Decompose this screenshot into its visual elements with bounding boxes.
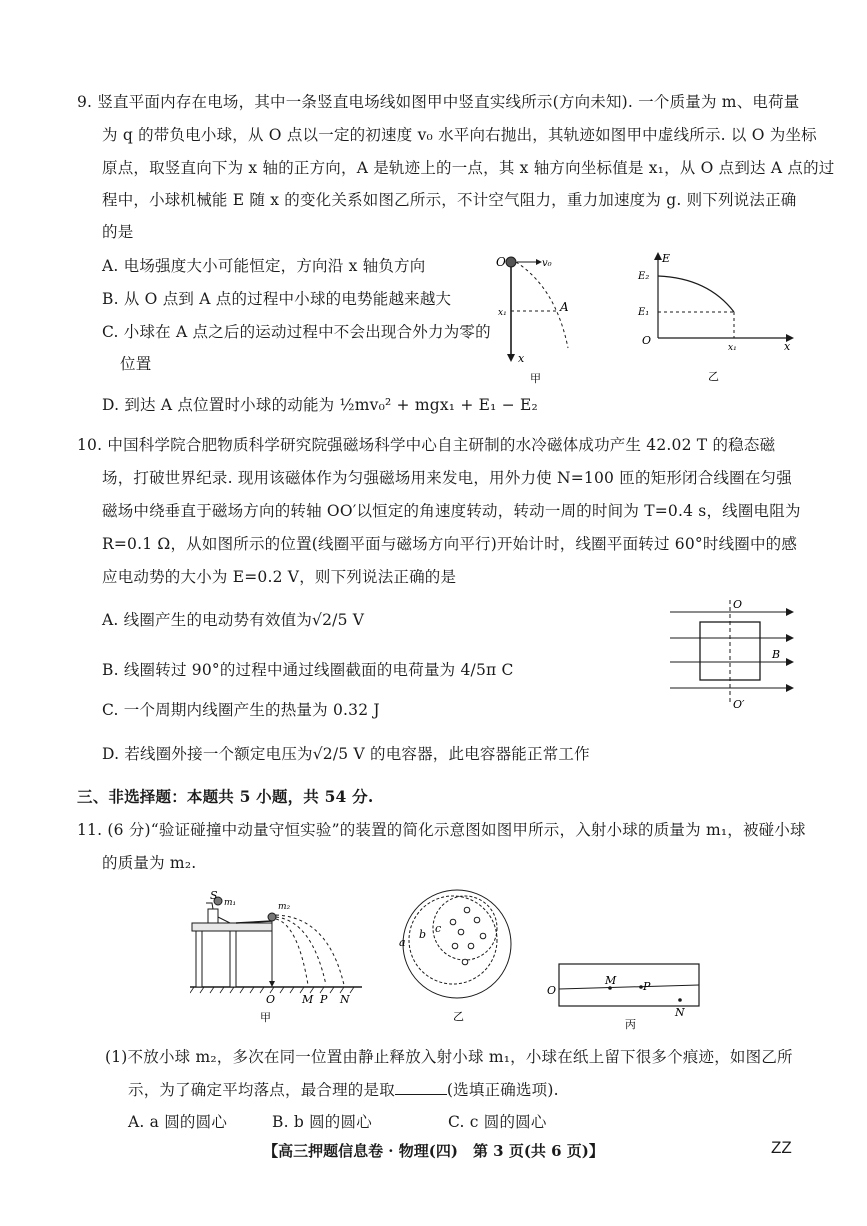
label-x1: x₁ <box>498 308 507 318</box>
q9-figure-jia <box>486 248 586 388</box>
label-P: P <box>320 993 328 1006</box>
q11-sub1-text-a: 示，为了确定平均落点，最合理的是取 <box>128 1081 395 1099</box>
figure-caption-bing: 丙 <box>625 1018 636 1030</box>
label-O: O <box>733 598 743 611</box>
figure-caption-yi: 乙 <box>708 370 719 383</box>
q11-sub1-line-2 <box>128 1080 559 1100</box>
q9-option-c: C. 小球在 A 点之后的运动过程中不会出现合外力为零的 <box>102 323 491 341</box>
label-P: P <box>643 980 651 993</box>
q10-option-d: D. 若线圈外接一个额定电压为√2/5 V 的电容器，此电容器能正常工作 <box>102 745 590 763</box>
q9-option-b: B. 从 O 点到 A 点的过程中小球的电势能越来越大 <box>102 290 452 308</box>
label-S: S <box>210 889 218 902</box>
q11-figure-yi <box>395 882 520 1025</box>
q11-figure-bing <box>545 958 705 1030</box>
label-c: c <box>435 922 442 935</box>
q10-line-5: 应电动势的大小为 E=0.2 V，则下列说法正确的是 <box>102 568 457 586</box>
q11-figure-jia <box>190 885 365 1025</box>
label-O: O <box>642 334 652 347</box>
q11-option-c: C. c 圆的圆心 <box>448 1113 547 1131</box>
q11-sub1-line-1: (1)不放小球 m₂，多次在同一位置由静止释放入射小球 m₁，小球在纸上留下很多个痕迹，如图乙所 <box>105 1048 793 1066</box>
page-footer: 【高三押题信息卷 · 物理(四) 第 3 页(共 6 页)】 <box>263 1142 604 1160</box>
q9-line-5: 的是 <box>102 223 134 241</box>
section-heading: 三、非选择题：本题共 5 小题，共 54 分. <box>77 787 374 806</box>
q11-option-b: B. b 圆的圆心 <box>272 1113 372 1131</box>
q10-figure <box>668 596 798 712</box>
q9-option-a: A. 电场强度大小可能恒定，方向沿 x 轴负方向 <box>102 257 426 275</box>
q11-option-a: A. a 圆的圆心 <box>128 1113 228 1131</box>
label-x1: x₁ <box>728 343 737 353</box>
label-b: b <box>419 928 427 941</box>
corner-mark: ZZ <box>771 1138 792 1157</box>
figure-caption-jia: 甲 <box>530 372 541 385</box>
q10-option-a: A. 线圈产生的电动势有效值为√2/5 V <box>102 611 365 629</box>
q10-option-b: B. 线圈转过 90°的过程中通过线圈截面的电荷量为 4/5π C <box>102 661 514 679</box>
label-O: O <box>496 255 506 269</box>
label-m1: m₁ <box>224 898 237 908</box>
q11-sub1-text-b: (选填正确选项). <box>446 1081 559 1099</box>
q9-line-2: 为 q 的带负电小球，从 O 点以一定的初速度 v₀ 水平向右抛出，其轨迹如图甲中虚线所示. 以 O 为坐标 <box>102 126 817 144</box>
q10-line-4: R=0.1 Ω，从如图所示的位置(线圈平面与磁场方向平行)开始计时，线圈平面转过 60°时线圈中的感 <box>102 535 798 553</box>
label-O: O <box>547 984 557 997</box>
label-M: M <box>302 993 314 1006</box>
label-x: x <box>518 352 525 365</box>
label-m2: m₂ <box>278 902 291 912</box>
label-a: a <box>399 936 406 949</box>
figure-caption-yi: 乙 <box>453 1010 464 1023</box>
q9-option-d: D. 到达 A 点位置时小球的动能为 ½mv₀² + mgx₁ + E₁ − E₂ <box>102 396 538 414</box>
q10-line-2: 场，打破世界纪录. 现用该磁体作为匀强磁场用来发电，用外力使 N=100 匝的矩形闭合线圈在匀强 <box>102 469 792 487</box>
label-O: O <box>266 993 276 1006</box>
label-O-prime: O′ <box>733 698 745 711</box>
q9-line-3: 原点，取竖直向下为 x 轴的正方向，A 是轨迹上的一点，其 x 轴方向坐标值是 x₁，从 O 点到达 A 点的过 <box>102 159 835 177</box>
q10-option-c: C. 一个周期内线圈产生的热量为 0.32 J <box>102 701 380 719</box>
q9-line-4: 程中，小球机械能 E 随 x 的变化关系如图乙所示，不计空气阻力，重力加速度为 g. 则下列说法正确 <box>102 191 797 209</box>
label-N: N <box>675 1006 685 1019</box>
q11-line-2: 的质量为 m₂. <box>102 854 197 872</box>
label-E2: E₂ <box>638 271 650 282</box>
label-E1: E₁ <box>638 307 650 318</box>
q10-line-3: 磁场中绕垂直于磁场方向的转轴 OO′以恒定的角速度转动，转动一周的时间为 T=0.4 s，线圈电阻为 <box>102 502 801 520</box>
q9-option-c-cont: 位置 <box>120 355 152 373</box>
label-A: A <box>560 300 569 314</box>
figure-caption-jia: 甲 <box>260 1011 271 1024</box>
label-v0: v₀ <box>542 258 552 269</box>
label-E: E <box>662 252 671 265</box>
label-N: N <box>340 993 350 1006</box>
label-B: B <box>772 648 781 661</box>
q9-figure-yi <box>628 248 798 388</box>
label-x: x <box>784 340 791 353</box>
label-M: M <box>605 974 617 987</box>
q11-line-1: 11. (6 分)“验证碰撞中动量守恒实验”的装置的简化示意图如图甲所示，入射小球的质量为 m₁，被碰小球 <box>77 821 806 839</box>
answer-blank <box>395 1080 447 1095</box>
q10-line-1: 10. 中国科学院合肥物质科学研究院强磁场科学中心自主研制的水冷磁体成功产生 42.02 T 的稳态磁 <box>77 436 776 454</box>
q9-line-1: 9. 竖直平面内存在电场，其中一条竖直电场线如图甲中竖直实线所示(方向未知). 一个质量为 m、电荷量 <box>77 93 800 111</box>
